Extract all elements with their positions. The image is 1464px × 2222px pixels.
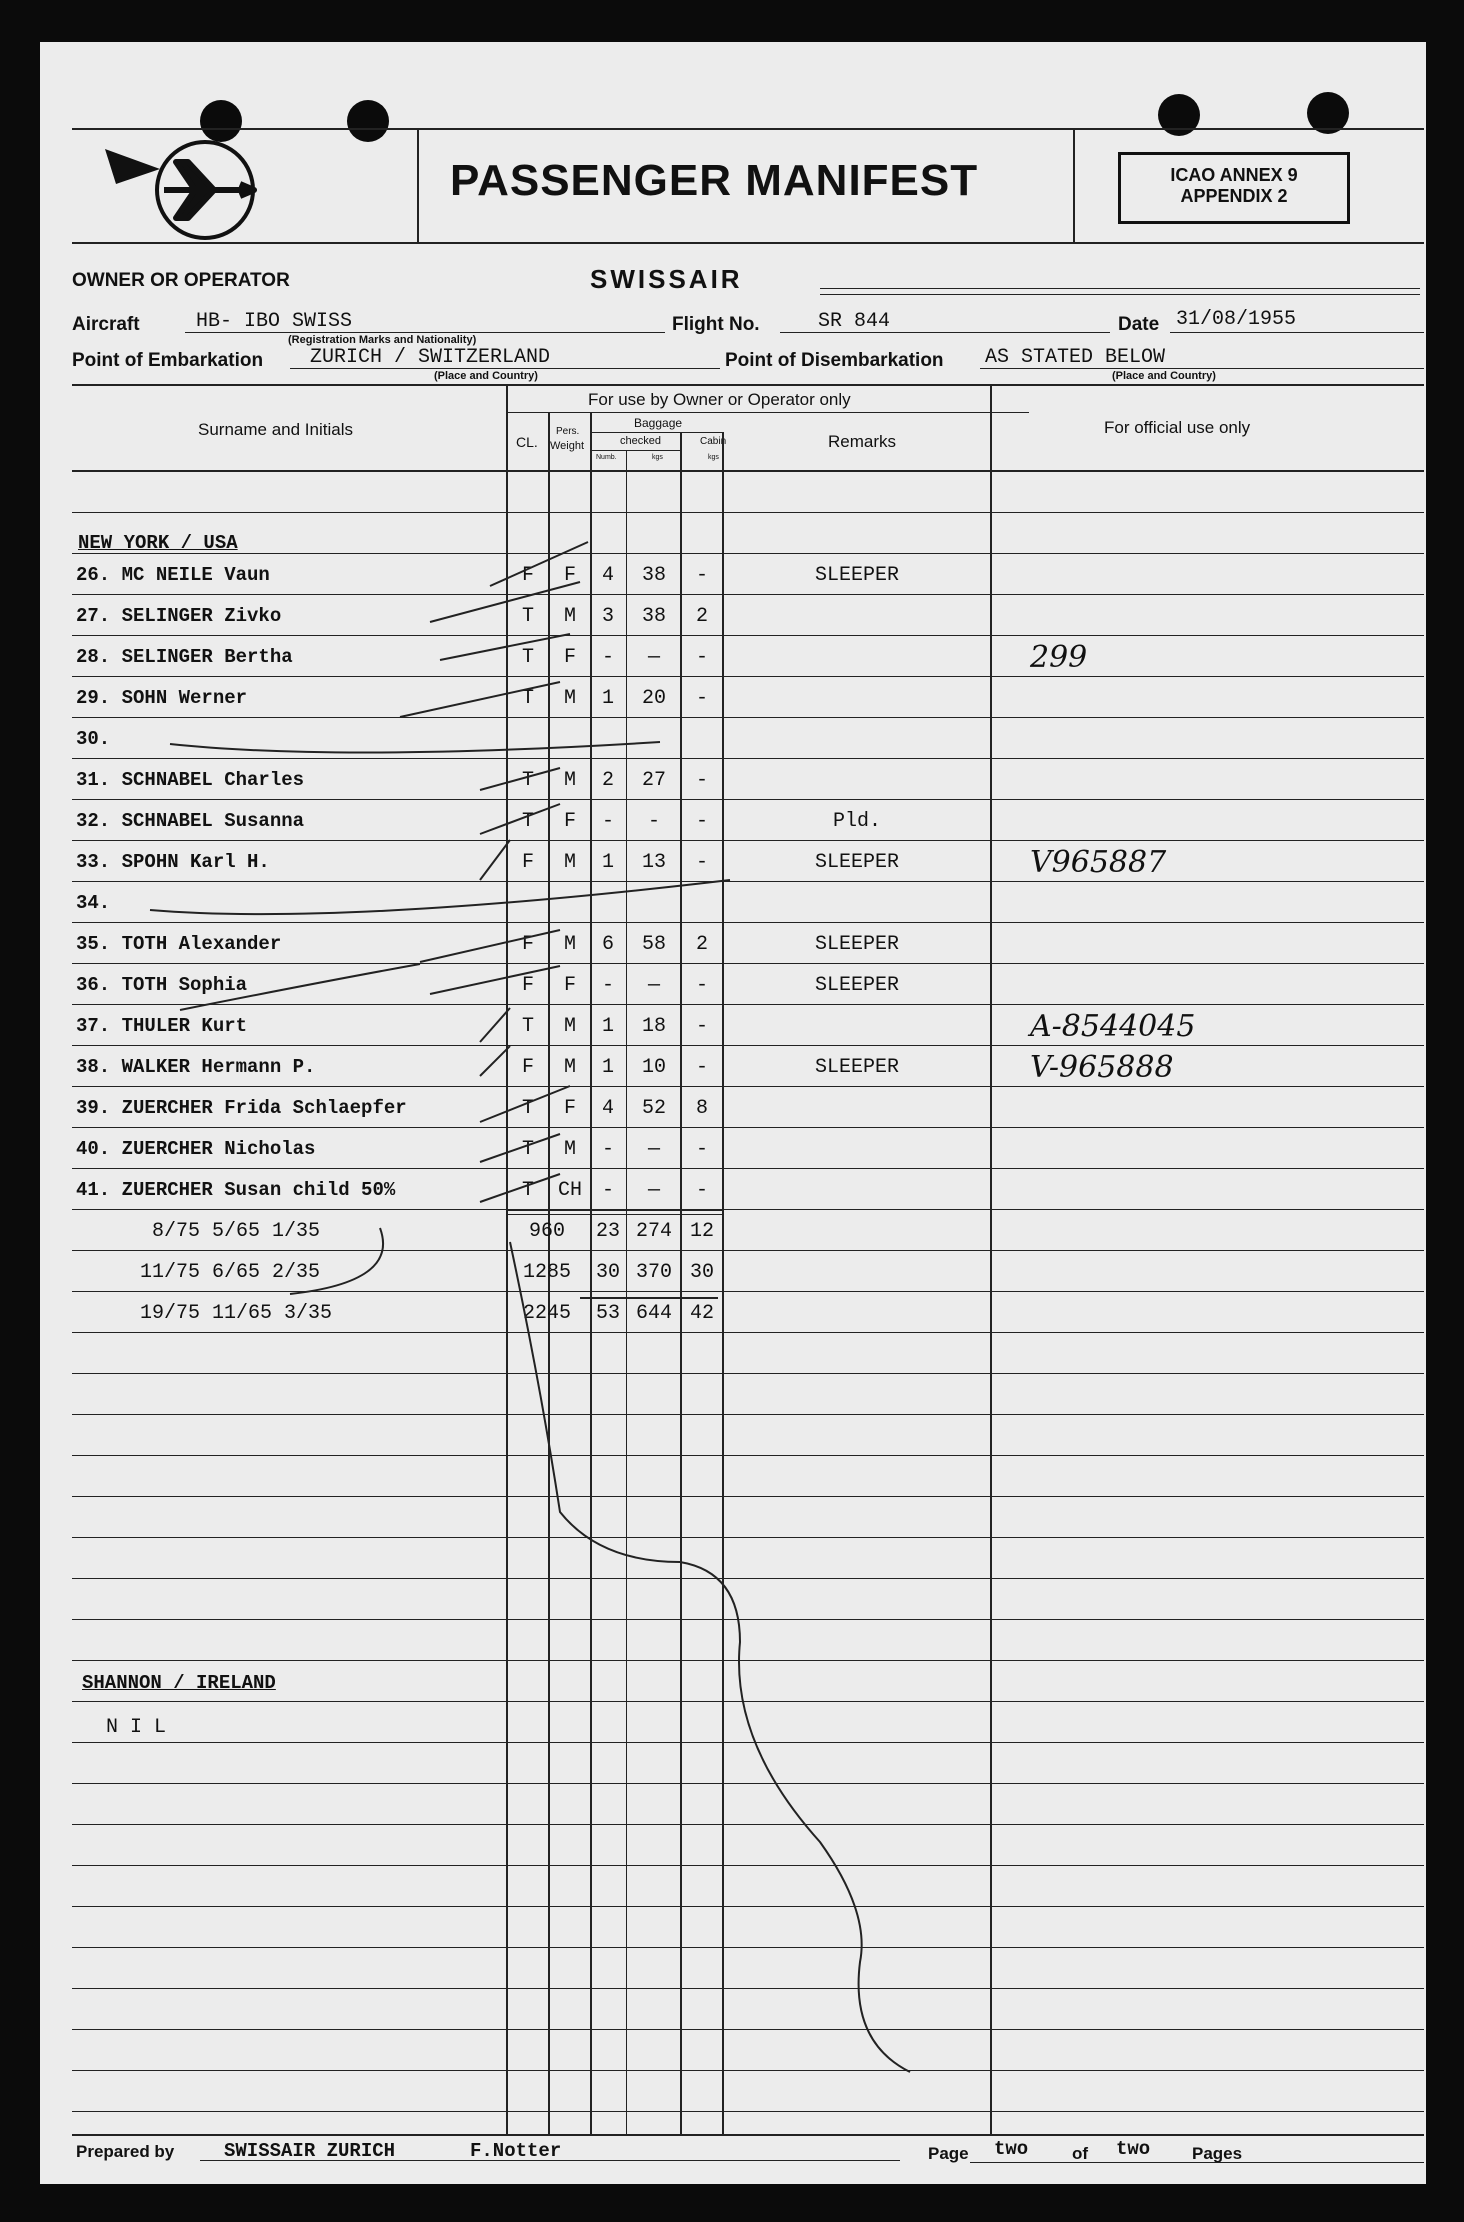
- cabin-kgs: -: [695, 851, 708, 874]
- passenger-remarks: SLEEPER: [814, 933, 899, 956]
- passenger-weight-code: M: [563, 933, 576, 956]
- manifest-sheet: [40, 42, 1426, 2184]
- totals-cabin: 12: [689, 1220, 714, 1243]
- passenger-name: 35. TOTH Alexander: [76, 933, 282, 955]
- cabin-kgs: 8: [695, 1097, 708, 1120]
- passenger-class: T: [521, 1138, 534, 1161]
- passenger-name: 30.: [76, 728, 111, 750]
- totals-numb: 53: [595, 1302, 620, 1325]
- baggage-numb: -: [601, 1179, 614, 1202]
- baggage-kgs: 10: [641, 1056, 666, 1079]
- section-heading-shannon: SHANNON / IRELAND: [82, 1672, 276, 1694]
- page-label: Page: [928, 2144, 969, 2163]
- baggage-numb: -: [601, 1138, 614, 1161]
- signer-name: F.Notter: [470, 2140, 562, 2162]
- col-numb: Numb.: [596, 454, 617, 461]
- totals-cabin: 42: [689, 1302, 714, 1325]
- passenger-weight-code: F: [563, 646, 576, 669]
- baggage-numb: 6: [601, 933, 614, 956]
- passenger-class: F: [521, 851, 534, 874]
- baggage-numb: 1: [601, 687, 614, 710]
- passenger-weight-code: M: [563, 605, 576, 628]
- cabin-kgs: -: [695, 1015, 708, 1038]
- baggage-kgs: 18: [641, 1015, 666, 1038]
- passenger-weight-code: F: [563, 564, 576, 587]
- totals-weight: 960: [528, 1220, 565, 1243]
- col-official: For official use only: [1104, 418, 1251, 437]
- cabin-kgs: -: [695, 1056, 708, 1079]
- cabin-kgs: -: [695, 1138, 708, 1161]
- of-value: two: [1116, 2138, 1151, 2160]
- totals-numb: 23: [595, 1220, 620, 1243]
- totals-cabin: 30: [689, 1261, 714, 1284]
- baggage-kgs: 27: [641, 769, 666, 792]
- baggage-kgs: -: [647, 810, 660, 833]
- totals-label: 11/75 6/65 2/35: [140, 1261, 321, 1284]
- baggage-kgs: —: [647, 1179, 660, 1202]
- passenger-name: 33. SPOHN Karl H.: [76, 851, 270, 873]
- baggage-numb: 2: [601, 769, 614, 792]
- col-kgs-cabin: kgs: [708, 454, 719, 461]
- passenger-name: 29. SOHN Werner: [76, 687, 248, 709]
- aircraft-sub: (Registration Marks and Nationality): [288, 334, 477, 346]
- passenger-weight-code: M: [563, 1138, 576, 1161]
- passenger-weight-code: F: [563, 810, 576, 833]
- col-checked: checked: [620, 435, 661, 447]
- embark-sub: (Place and Country): [434, 370, 538, 382]
- passenger-name: 38. WALKER Hermann P.: [76, 1056, 316, 1078]
- cabin-kgs: -: [695, 974, 708, 997]
- baggage-numb: 1: [601, 851, 614, 874]
- date-value: 31/08/1955: [1176, 308, 1297, 331]
- baggage-kgs: 38: [641, 564, 666, 587]
- disembark-label: Point of Disembarkation: [725, 350, 944, 371]
- disembark-sub: (Place and Country): [1112, 370, 1216, 382]
- passenger-class: F: [521, 564, 534, 587]
- passenger-class: T: [521, 1015, 534, 1038]
- official-note: 299: [1030, 640, 1088, 675]
- baggage-kgs: 58: [641, 933, 666, 956]
- col-surname: Surname and Initials: [198, 420, 353, 439]
- totals-kgs: 644: [635, 1302, 672, 1325]
- baggage-numb: 1: [601, 1015, 614, 1038]
- baggage-numb: -: [601, 646, 614, 669]
- baggage-kgs: 20: [641, 687, 666, 710]
- totals-label: 8/75 5/65 1/35: [152, 1220, 321, 1243]
- passenger-class: T: [521, 687, 534, 710]
- col-operator-use: For use by Owner or Operator only: [588, 390, 851, 409]
- cabin-kgs: -: [695, 810, 708, 833]
- baggage-numb: 1: [601, 1056, 614, 1079]
- passenger-name: 36. TOTH Sophia: [76, 974, 248, 996]
- baggage-numb: -: [601, 974, 614, 997]
- passenger-weight-code: M: [563, 1015, 576, 1038]
- baggage-kgs: —: [647, 646, 660, 669]
- passenger-name: 40. ZUERCHER Nicholas: [76, 1138, 316, 1160]
- aircraft-label: Aircraft: [72, 314, 140, 335]
- flight-value: SR 844: [818, 310, 891, 333]
- passenger-class: T: [521, 1179, 534, 1202]
- baggage-numb: -: [601, 810, 614, 833]
- owner-label: OWNER OR OPERATOR: [72, 270, 290, 291]
- passenger-weight-code: M: [563, 851, 576, 874]
- passenger-class: T: [521, 646, 534, 669]
- col-remarks: Remarks: [828, 432, 897, 451]
- baggage-kgs: 38: [641, 605, 666, 628]
- col-pers: Pers.: [556, 426, 580, 437]
- passenger-class: T: [521, 605, 534, 628]
- totals-weight: 2245: [522, 1302, 571, 1325]
- embark-label: Point of Embarkation: [72, 350, 264, 371]
- baggage-kgs: 13: [641, 851, 666, 874]
- baggage-kgs: —: [647, 1138, 660, 1161]
- passenger-class: F: [521, 974, 534, 997]
- icao-annex: ICAO ANNEX 9: [1170, 165, 1298, 185]
- passenger-class: T: [521, 769, 534, 792]
- prepared-value: SWISSAIR ZURICH: [224, 2140, 396, 2162]
- col-weight: Weight: [550, 440, 585, 452]
- col-kgs: kgs: [652, 454, 663, 461]
- cabin-kgs: -: [695, 1179, 708, 1202]
- official-note: A-8544045: [1030, 1009, 1196, 1044]
- embark-value: ZURICH / SWITZERLAND: [310, 346, 551, 369]
- totals-numb: 30: [595, 1261, 620, 1284]
- passenger-weight-code: F: [563, 974, 576, 997]
- passenger-weight-code: M: [563, 769, 576, 792]
- totals-weight: 1285: [522, 1261, 571, 1284]
- passenger-name: 41. ZUERCHER Susan child 50%: [76, 1179, 396, 1201]
- icao-appendix: APPENDIX 2: [1180, 186, 1288, 206]
- col-cl: CL.: [516, 434, 538, 450]
- page-value: two: [994, 2138, 1029, 2160]
- passenger-class: F: [521, 933, 534, 956]
- baggage-kgs: —: [647, 974, 660, 997]
- baggage-numb: 4: [601, 1097, 614, 1120]
- page-title: PASSENGER MANIFEST: [450, 156, 979, 205]
- cabin-kgs: -: [695, 564, 708, 587]
- passenger-name: 31. SCHNABEL Charles: [76, 769, 305, 791]
- date-label: Date: [1118, 314, 1160, 335]
- passenger-weight-code: CH: [557, 1179, 582, 1202]
- col-baggage: Baggage: [634, 416, 683, 430]
- passenger-remarks: SLEEPER: [814, 974, 899, 997]
- passenger-remarks: SLEEPER: [814, 851, 899, 874]
- passenger-name: 39. ZUERCHER Frida Schlaepfer: [76, 1097, 407, 1119]
- passenger-name: 28. SELINGER Bertha: [76, 646, 293, 668]
- cabin-kgs: -: [695, 687, 708, 710]
- pen-marks: [40, 42, 1426, 2184]
- passenger-name: 34.: [76, 892, 111, 914]
- col-cabin: Cabin: [700, 436, 727, 447]
- owner-value: SWISSAIR: [590, 264, 743, 294]
- passenger-class: F: [521, 1056, 534, 1079]
- totals-kgs: 370: [635, 1261, 672, 1284]
- official-note: V965887: [1030, 845, 1167, 880]
- baggage-kgs: 52: [641, 1097, 666, 1120]
- totals-kgs: 274: [635, 1220, 672, 1243]
- baggage-numb: 3: [601, 605, 614, 628]
- cabin-kgs: -: [695, 646, 708, 669]
- passenger-name: 32. SCHNABEL Susanna: [76, 810, 305, 832]
- passenger-weight-code: M: [563, 687, 576, 710]
- cabin-kgs: 2: [695, 605, 708, 628]
- passenger-name: 26. MC NEILE Vaun: [76, 564, 270, 586]
- passenger-remarks: Pld.: [832, 810, 881, 833]
- of-label: of: [1072, 2144, 1089, 2163]
- prepared-label: Prepared by: [76, 2142, 175, 2161]
- passenger-remarks: SLEEPER: [814, 564, 899, 587]
- passenger-name: 37. THULER Kurt: [76, 1015, 248, 1037]
- passenger-class: T: [521, 810, 534, 833]
- disembark-value: AS STATED BELOW: [985, 346, 1166, 369]
- pages-label: Pages: [1192, 2144, 1243, 2163]
- baggage-numb: 4: [601, 564, 614, 587]
- cabin-kgs: -: [695, 769, 708, 792]
- official-note: V-965888: [1030, 1050, 1174, 1085]
- section-heading-new-york: NEW YORK / USA: [78, 532, 238, 554]
- passenger-class: T: [521, 1097, 534, 1120]
- passenger-weight-code: M: [563, 1056, 576, 1079]
- cabin-kgs: 2: [695, 933, 708, 956]
- shannon-nil: N I L: [106, 1716, 167, 1739]
- passenger-remarks: SLEEPER: [814, 1056, 899, 1079]
- totals-label: 19/75 11/65 3/35: [140, 1302, 333, 1325]
- aircraft-value: HB- IBO SWISS: [196, 310, 353, 333]
- flight-label: Flight No.: [672, 314, 760, 335]
- passenger-name: 27. SELINGER Zivko: [76, 605, 282, 627]
- passenger-weight-code: F: [563, 1097, 576, 1120]
